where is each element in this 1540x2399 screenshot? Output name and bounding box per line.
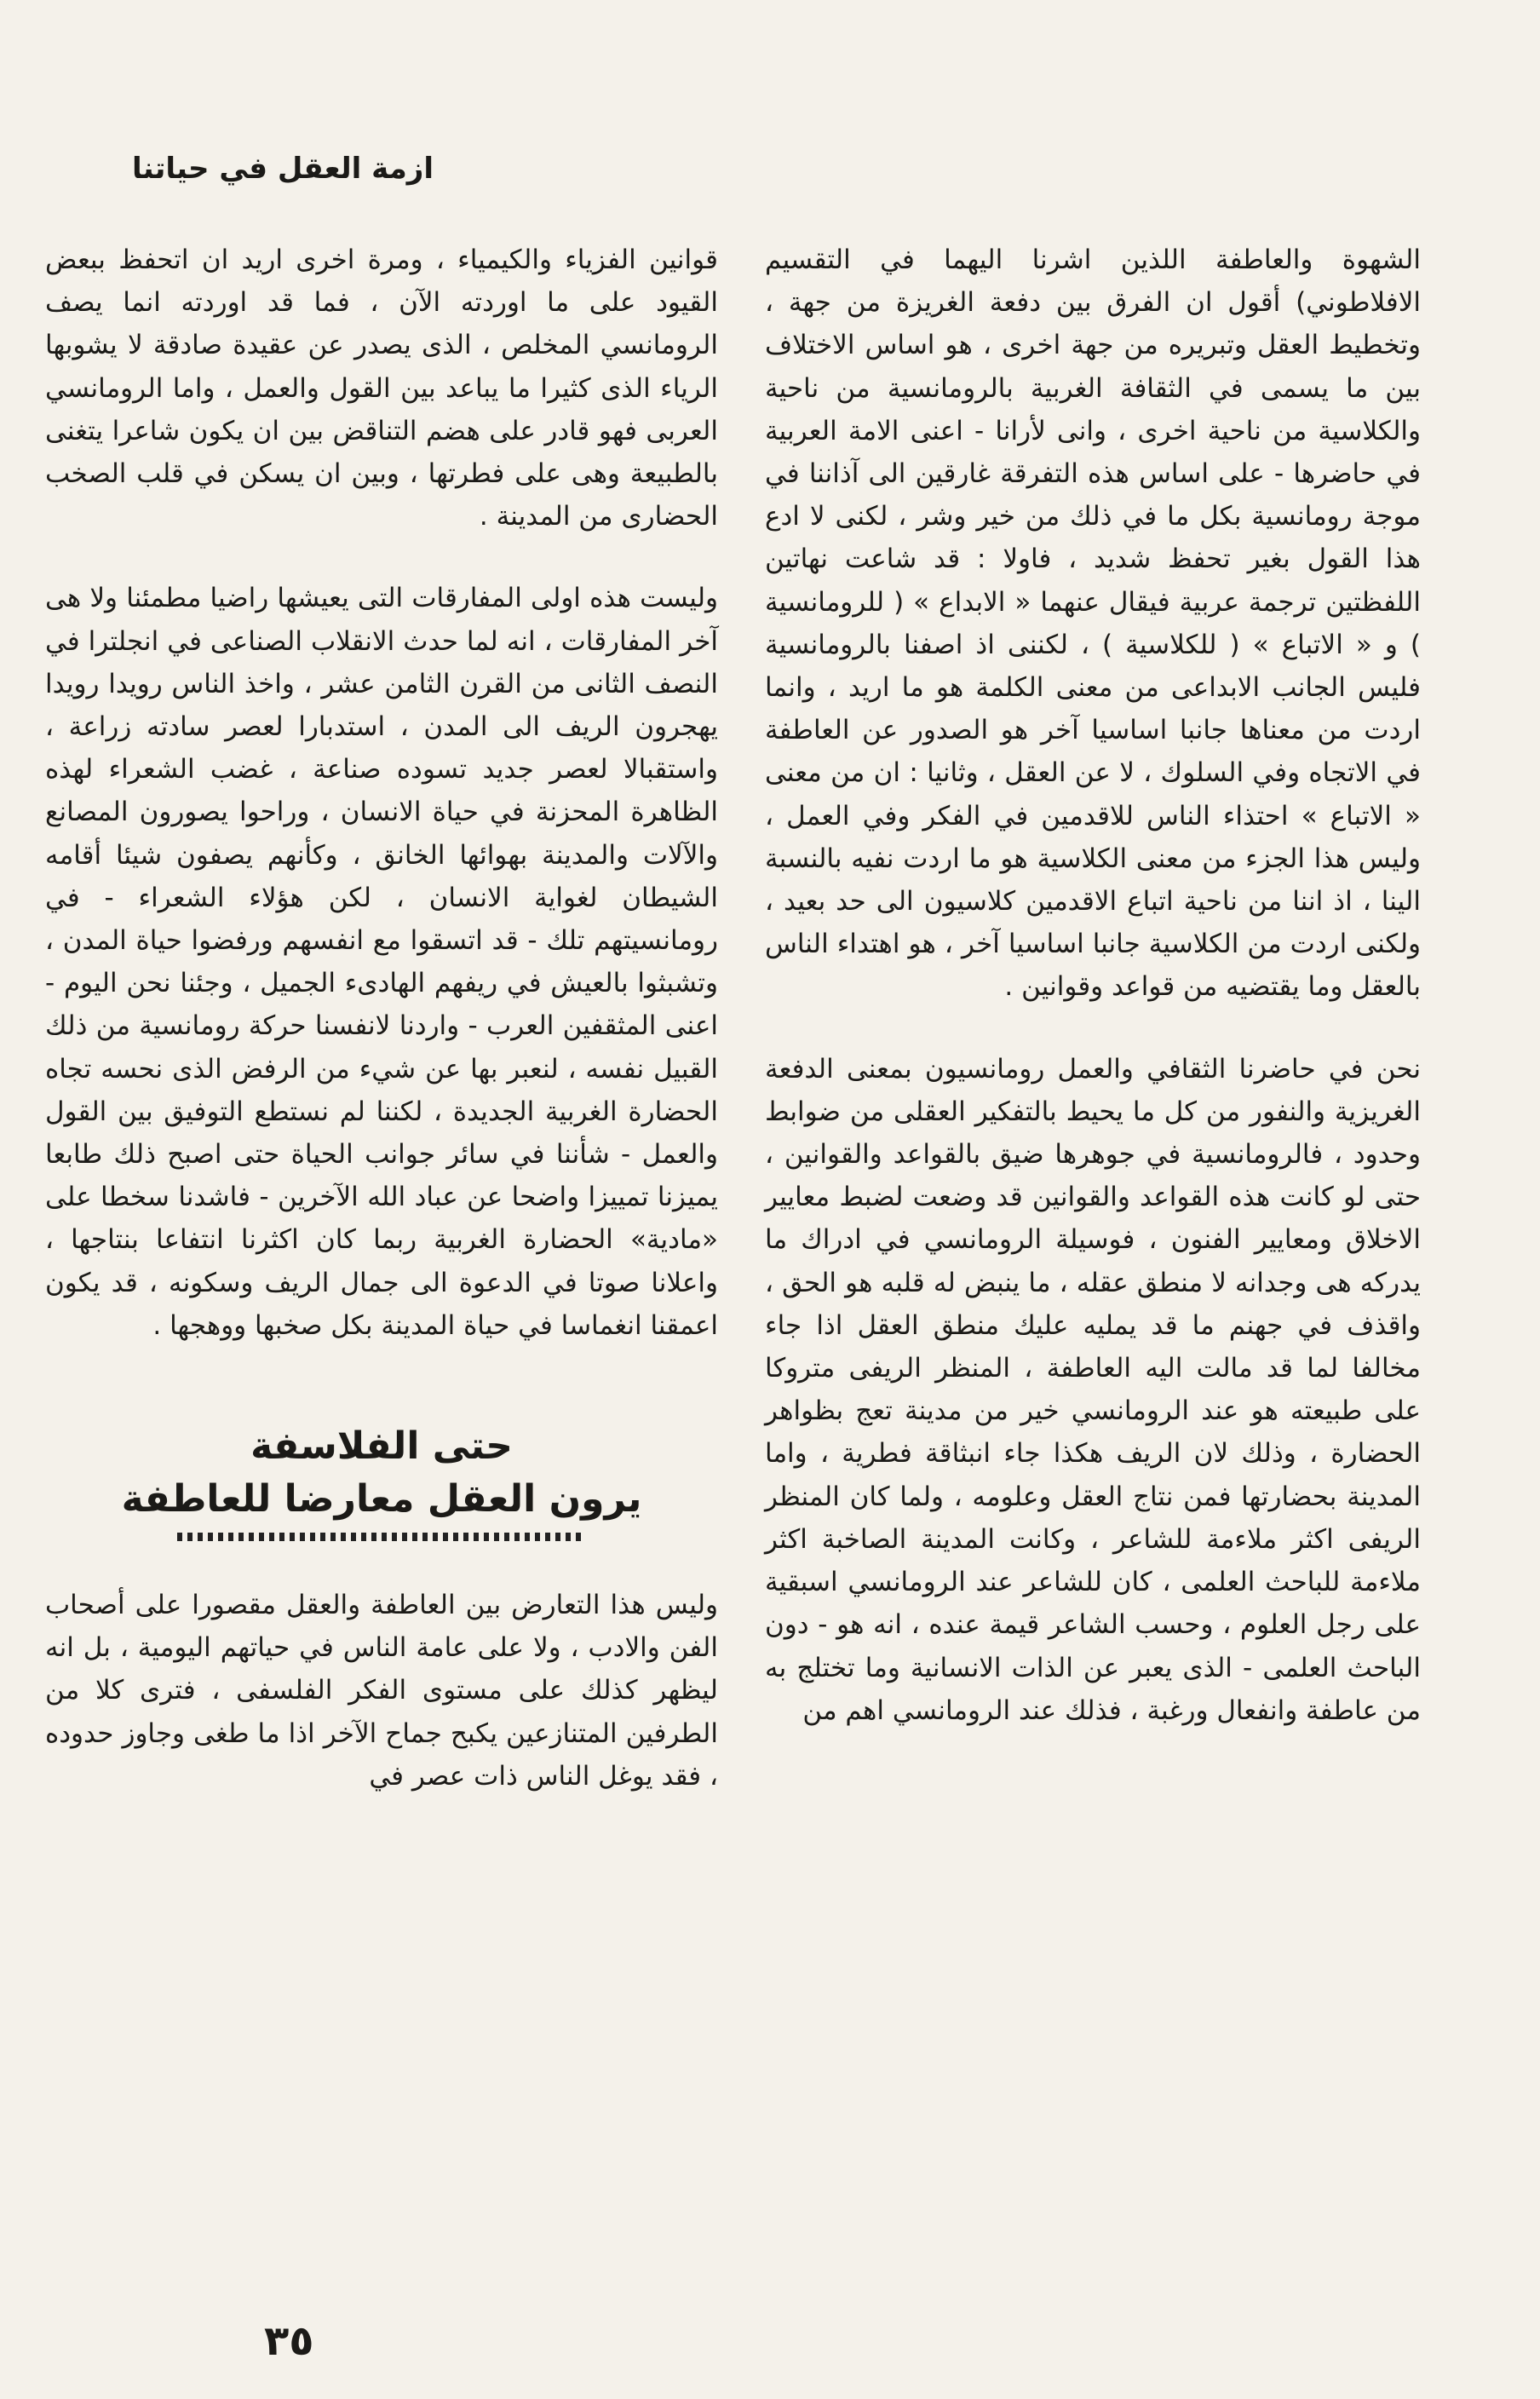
right-column — [765, 239, 1421, 1732]
section-heading — [45, 1420, 718, 1541]
paragraph: وليست هذه اولى المفارقات التى يعيشها راضيا مطمئنا ولا هى آخر المفارقات ، انه لما حدث الانقلاب الصناعى في انجلترا في النصف الثانى من القرن الثامن عشر ، واخذ الناس رويدا رويدا يهجرون الريف الى المدن ، استدبارا لعصر سادته زراعة ، واستقبالا لعصر جديد تسوده صناعة ، غضب الشعراء لهذه الظاهرة المحزنة في حياة الانسان ، وراحوا يصورون المصانع والآلات والمدينة بهوائها الخانق ، وكأنهم يصفون شيئا أقامه الشيطان لغواية الانسان ، لكن هؤلاء الشعراء - في رومانسيتهم تلك - قد اتسقوا مع انفسهم ورفضوا حياة المدن ، وتشبثوا بالعيش في ريفهم الهادىء الجميل ، وجئنا نحن اليوم - اعنى المثقفين العرب - واردنا لانفسنا حركة رومانسية من ذلك القبيل نفسه ، لنعبر بها عن شيء من الرفض الذى نحسه تجاه الحضارة الغربية الجديدة ، لكننا لم نستطع التوفيق بين القول والعمل - شأننا في سائر جوانب الحياة حتى اصبح ذلك طابعا يميزنا تمييزا واضحا عن عباد الله الآخرين - فاشدنا سخطا على «مادية» الحضارة الغربية ربما كان اكثرنا انتفاعا بنتاجها ، واعلانا صوتا في الدعوة الى جمال الريف وسكونه ، قد يكون اعمقنا انغماسا في حياة المدينة بكل صخبها ووهجها . — [45, 583, 718, 1341]
section-heading-line2: يرون العقل معارضا للعاطفة — [121, 1477, 642, 1522]
page-number: ٣٥ — [264, 2317, 314, 2365]
running-title: ازمة العقل في حياتنا — [131, 152, 434, 186]
left-column — [45, 239, 718, 1798]
paragraph: الشهوة والعاطفة اللذين اشرنا اليهما في التقسيم الافلاطوني) أقول ان الفرق بين دفعة الغريزة من جهة ، وتخطيط العقل وتبريره من جهة اخرى ، هو اساس الاختلاف بين ما يسمى في الثقافة الغربية بالرومانسية من ناحية والكلاسية من ناحية اخرى ، وانى لأرانا - اعنى الامة العربية في حاضرها - على اساس هذه التفرقة غارقين الى آذاننا في موجة رومانسية بكل ما في ذلك من خير وشر ، لكنى لا ادع هذا القول بغير تحفظ شديد ، فاولا : قد شاعت نهاتين اللفظتين ترجمة عربية فيقال عنهما « الابداع » ( للرومانسية ) و « الاتباع » ( للكلاسية ) ، لكننى اذ اصفنا بالرومانسية فليس الجانب الابداعى من معنى الكلمة هو ما اريد ، وانما اردت من معناها جانبا اساسيا آخر هو الصدور عن العاطفة في الاتجاه وفي السلوك ، لا عن العقل ، وثانيا : ان من معنى « الاتباع » احتذاء الناس للاقدمين في الفكر وفي العمل ، وليس هذا الجزء من معنى الكلاسية هو ما اردت نفيه بالنسبة الينا ، اذ اننا من ناحية اتباع الاقدمين كلاسيون الى حد بعيد ، ولكنى اردت من الكلاسية جانبا اساسيا آخر ، هو اهتداء الناس بالعقل وما يقتضيه من قواعد وقوانين . — [765, 245, 1421, 1003]
paragraph: قوانين الفزياء والكيمياء ، ومرة اخرى اريد ان اتحفظ ببعض القيود على ما اوردته الآن ، فما قد اوردته انما يصف الرومانسي المخلص ، الذى يصدر عن عقيدة صادقة لا يشوبها الرياء الذى كثيرا ما يباعد بين القول والعمل ، واما الرومانسي العربى فهو قادر على هضم التناقض بين ان يكون شاعرا يتغنى بالطبيعة وهى على فطرتها ، وبين ان يسكن في قلب الصخب الحضارى من المدينة . — [45, 245, 718, 532]
section-heading-line1: حتى الفلاسفة — [250, 1424, 513, 1469]
running-header — [131, 152, 445, 186]
paragraph: وليس هذا التعارض بين العاطفة والعقل مقصورا على أصحاب الفن والادب ، ولا على عامة الناس في حياتهم اليومية ، بل انه ليظهر كذلك على مستوى الفكر الفلسفى ، فترى كلا من الطرفين المتنازعين يكبح جماح الآخر اذا ما طغى وجاوز حدوده ، فقد يوغل الناس ذات عصر في — [45, 1590, 718, 1792]
paragraph: نحن في حاضرنا الثقافي والعمل رومانسيون بمعنى الدفعة الغريزية والنفور من كل ما يحيط بالتفكير العقلى من ضوابط وحدود ، فالرومانسية في جوهرها ضيق بالقواعد والقوانين ، حتى لو كانت هذه القواعد والقوانين قد وضعت لضبط معايير الاخلاق ومعايير الفنون ، فوسيلة الرومانسي في ادراك ما يدركه هى وجدانه لا منطق عقله ، ما ينبض له قلبه هو الحق ، واقذف في جهنم ما قد يمليه عليك منطق العقل اذا جاء مخالفا لما قد مالت اليه العاطفة ، المنظر الريفى متروكا على طبيعته هو عند الرومانسي خير من مدينة تعج بظواهر الحضارة ، وذلك لان الريف هكذا جاء انبثاقة فطرية ، واما المدينة بحضارتها فمن نتاج العقل وعلومه ، ولما كان المنظر الريفى اكثر ملاءمة للشاعر ، وكانت المدينة الصاخبة اكثر ملاءمة للباحث العلمى ، كان للشاعر عند الرومانسي اسبقية على رجل العلوم ، وحسب الشاعر قيمة عنده ، انه هو - دون الباحث العلمى - الذى يعبر عن الذات الانسانية وما تختلج به من عاطفة وانفعال ورغبة ، فذلك عند الرومانسي اهم من — [765, 1053, 1421, 1726]
heading-underline — [177, 1533, 586, 1541]
